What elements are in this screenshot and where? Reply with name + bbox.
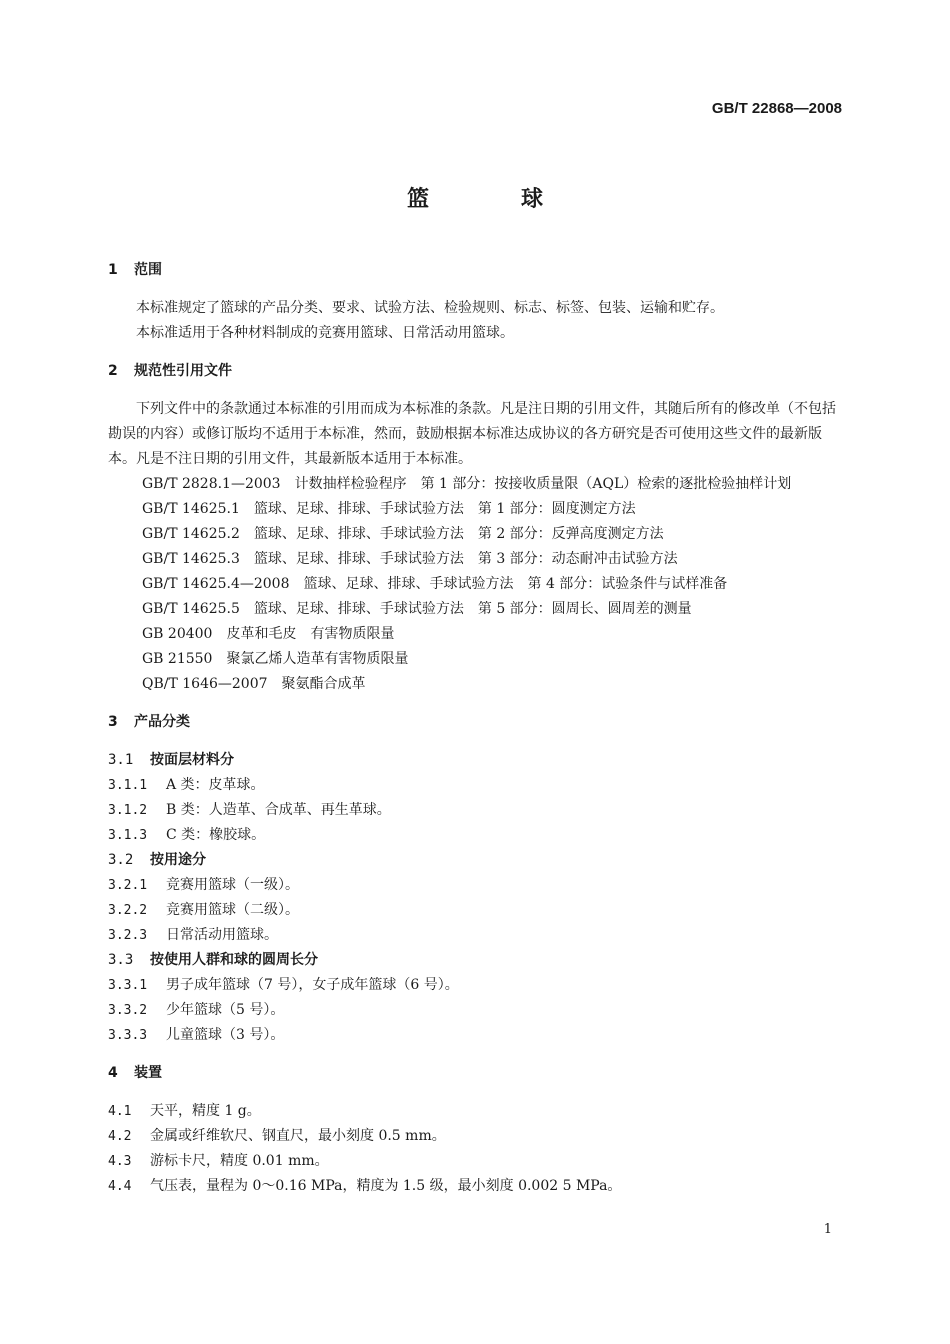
reference-item: GB/T 14625.4—2008 篮球、足球、排球、手球试验方法 第 4 部分：试验条件与试样准备 [142,576,728,592]
subsection-heading: 3.2 按用途分 [108,852,206,868]
clause-item: 4.4 气压表，量程为 0～0.16 MPa，精度为 1.5 级，最小刻度 0.002 5 MPa。 [108,1178,622,1194]
reference-item: GB 20400 皮革和毛皮 有害物质限量 [142,626,395,642]
paragraph: 本标准规定了篮球的产品分类、要求、试验方法、检验规则、标志、标签、包装、运输和贮存。 [136,300,724,316]
document-title [0,182,950,213]
section-4-body [108,1099,844,1199]
clause-item: 4.3 游标卡尺，精度 0.01 mm。 [108,1153,329,1169]
reference-item: GB/T 14625.2 篮球、足球、排球、手球试验方法 第 2 部分：反弹高度测定方法 [142,526,664,542]
section-2-heading: 2 规范性引用文件 [108,363,232,379]
clause-item: 3.1.1 A 类：皮革球。 [108,777,265,793]
reference-item: GB/T 14625.5 篮球、足球、排球、手球试验方法 第 5 部分：圆周长、圆周差的测量 [142,601,692,617]
section-2-body [108,397,844,697]
reference-item: GB/T 2828.1—2003 计数抽样检验程序 第 1 部分：按接收质量限（AQL）检索的逐批检验抽样计划 [142,476,792,492]
paragraph: 下列文件中的条款通过本标准的引用而成为本标准的条款。凡是注日期的引用文件，其随后所有的修改单（不包括勘误的内容）或修订版均不适用于本标准，然而，鼓励根据本标准达成协议的各方研究是否可使用这些文件的最新版本。凡是不注日期的引用文件，其最新版本适用于本标准。 [108,401,836,467]
subsection-heading: 3.3 按使用人群和球的圆周长分 [108,952,318,968]
clause-item: 3.2.3 日常活动用篮球。 [108,927,278,943]
section-1-heading: 1 范围 [108,262,162,278]
clause-item: 4.1 天平，精度 1 g。 [108,1103,261,1119]
clause-item: 4.2 金属或纤维软尺、钢直尺，最小刻度 0.5 mm。 [108,1128,446,1144]
title-char-1: 篮 [406,187,429,212]
subsection-heading: 3.1 按面层材料分 [108,752,234,768]
reference-item: QB/T 1646—2007 聚氨酯合成革 [142,676,366,692]
standard-number: GB/T 22868—2008 [711,100,842,117]
document-body [108,258,844,1199]
reference-item: GB/T 14625.3 篮球、足球、排球、手球试验方法 第 3 部分：动态耐冲击试验方法 [142,551,678,567]
clause-item: 3.3.1 男子成年篮球（7 号），女子成年篮球（6 号）。 [108,977,459,993]
clause-item: 3.1.2 B 类：人造革、合成革、再生革球。 [108,802,391,818]
reference-item: GB 21550 聚氯乙烯人造革有害物质限量 [142,651,409,667]
page-number: 1 [823,1222,832,1237]
title-char-2: 球 [521,187,544,212]
clause-item: 3.1.3 C 类：橡胶球。 [108,827,266,843]
section-3-heading: 3 产品分类 [108,714,190,730]
reference-item: GB/T 14625.1 篮球、足球、排球、手球试验方法 第 1 部分：圆度测定方法 [142,501,636,517]
clause-item: 3.3.2 少年篮球（5 号）。 [108,1002,285,1018]
clause-item: 3.2.1 竞赛用篮球（一级）。 [108,877,299,893]
clause-item: 3.3.3 儿童篮球（3 号）。 [108,1027,285,1043]
section-4-heading: 4 装置 [108,1065,162,1081]
section-3-body [108,748,844,1048]
paragraph: 本标准适用于各种材料制成的竞赛用篮球、日常活动用篮球。 [136,325,514,341]
clause-item: 3.2.2 竞赛用篮球（二级）。 [108,902,299,918]
section-1-body [108,296,844,346]
